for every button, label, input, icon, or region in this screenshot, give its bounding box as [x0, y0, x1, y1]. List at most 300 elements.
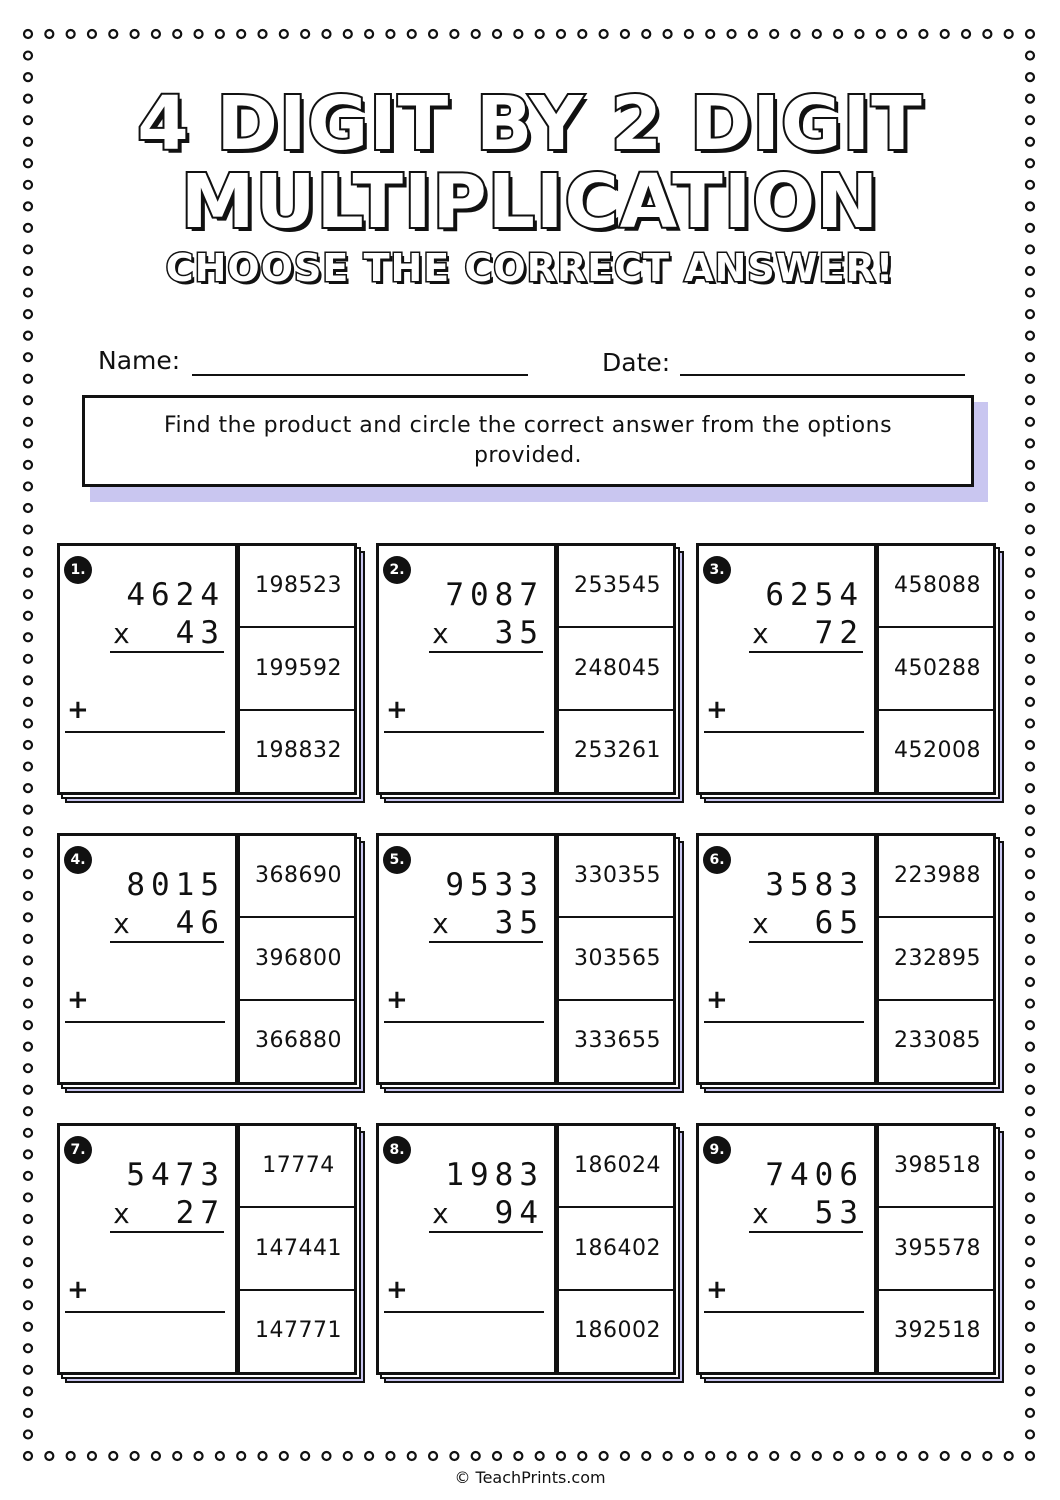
border-dot	[706, 1452, 714, 1460]
border-dot	[1026, 741, 1034, 749]
border-dot	[24, 870, 32, 878]
answer-option[interactable]: 450288	[894, 656, 981, 681]
multiply-line	[429, 651, 543, 653]
answer-option[interactable]: 198832	[255, 738, 342, 763]
border-dot	[24, 1344, 32, 1352]
border-dot	[216, 1452, 224, 1460]
border-dot	[855, 30, 863, 38]
border-dot	[791, 1452, 799, 1460]
option-separator	[557, 709, 676, 711]
border-dot	[344, 30, 352, 38]
border-dot	[1026, 849, 1034, 857]
answer-option[interactable]: 233085	[894, 1028, 981, 1053]
border-dot	[237, 30, 245, 38]
border-dot	[24, 73, 32, 81]
border-dot	[1026, 1215, 1034, 1223]
border-dot	[834, 30, 842, 38]
problem-number: 5.	[383, 846, 411, 874]
border-dot	[24, 590, 32, 598]
answer-line[interactable]	[65, 1021, 225, 1023]
border-dot	[514, 30, 522, 38]
problem-card	[376, 1123, 676, 1375]
border-dot	[24, 1000, 32, 1008]
border-dot	[24, 1409, 32, 1417]
multiplier: 35	[494, 615, 544, 651]
border-dot	[1026, 30, 1034, 38]
answer-option[interactable]: 147771	[255, 1318, 342, 1343]
border-dot	[24, 1064, 32, 1072]
border-dot	[1026, 418, 1034, 426]
border-dot	[1026, 439, 1034, 447]
border-dot	[216, 30, 224, 38]
border-dot	[1026, 1086, 1034, 1094]
answer-option[interactable]: 333655	[574, 1028, 661, 1053]
answer-option[interactable]: 198523	[255, 573, 342, 598]
border-dot	[1026, 978, 1034, 986]
border-dot	[259, 30, 267, 38]
multiply-sign: x	[113, 617, 130, 650]
border-dot	[24, 827, 32, 835]
multiply-line	[749, 1231, 863, 1233]
border-dot	[322, 1452, 330, 1460]
plus-sign: +	[386, 985, 408, 1015]
border-dot	[344, 1452, 352, 1460]
multiply-line	[749, 941, 863, 943]
border-dot	[728, 1452, 736, 1460]
answer-option[interactable]: 392518	[894, 1318, 981, 1343]
border-dot	[24, 526, 32, 534]
multiplicand: 4624	[126, 577, 225, 613]
answer-option[interactable]: 398518	[894, 1153, 981, 1178]
border-dot	[1026, 353, 1034, 361]
multiplier: 43	[175, 615, 225, 651]
multiply-sign: x	[432, 1197, 449, 1230]
border-dot	[983, 30, 991, 38]
answer-option[interactable]: 395578	[894, 1236, 981, 1261]
border-dot	[24, 504, 32, 512]
answer-option[interactable]: 452008	[894, 738, 981, 763]
border-dot	[1026, 1129, 1034, 1137]
border-dot	[429, 30, 437, 38]
border-dot	[1026, 569, 1034, 577]
border-dot	[770, 1452, 778, 1460]
border-dot	[24, 482, 32, 490]
border-dot	[45, 30, 53, 38]
multiplicand: 1983	[445, 1157, 544, 1193]
plus-sign: +	[706, 695, 728, 725]
border-dot	[195, 30, 203, 38]
border-dot	[386, 1452, 394, 1460]
border-dot	[195, 1452, 203, 1460]
answer-option[interactable]: 199592	[255, 656, 342, 681]
plus-sign: +	[386, 695, 408, 725]
option-separator	[238, 709, 357, 711]
border-dot	[600, 30, 608, 38]
border-dot	[1026, 52, 1034, 60]
answer-option[interactable]: 223988	[894, 863, 981, 888]
title-line-1: 4 DIGIT BY 2 DIGIT	[137, 81, 923, 167]
answer-line[interactable]	[704, 731, 864, 733]
border-dot	[1026, 1258, 1034, 1266]
border-dot	[1026, 784, 1034, 792]
border-dot	[24, 1150, 32, 1158]
border-dot	[24, 439, 32, 447]
problem-card	[696, 833, 996, 1085]
option-separator	[238, 626, 357, 628]
multiply-line	[429, 1231, 543, 1233]
multiplier: 72	[814, 615, 864, 651]
border-dot	[1026, 1323, 1034, 1331]
border-dot	[131, 1452, 139, 1460]
border-dot	[173, 1452, 181, 1460]
answer-option[interactable]: 303565	[574, 946, 661, 971]
border-dot	[24, 1323, 32, 1331]
answer-line[interactable]	[384, 731, 544, 733]
plus-sign: +	[706, 1275, 728, 1305]
name-label: Name:	[98, 346, 181, 375]
border-dot	[24, 353, 32, 361]
border-dot	[24, 1021, 32, 1029]
border-dot	[450, 1452, 458, 1460]
option-separator	[877, 709, 996, 711]
border-dot	[472, 30, 480, 38]
answer-option[interactable]: 368690	[255, 863, 342, 888]
border-dot	[1026, 612, 1034, 620]
border-dot	[557, 1452, 565, 1460]
answer-option[interactable]: 186024	[574, 1153, 661, 1178]
title-line-2: MULTIPLICATION	[180, 159, 880, 245]
border-dot	[877, 1452, 885, 1460]
border-dot	[813, 1452, 821, 1460]
border-dot	[24, 418, 32, 426]
border-dot	[919, 30, 927, 38]
border-dot	[24, 1129, 32, 1137]
border-dot	[728, 30, 736, 38]
problem-card	[57, 543, 357, 795]
border-dot	[24, 1237, 32, 1245]
border-dot	[1026, 1409, 1034, 1417]
border-dot	[24, 892, 32, 900]
problem-number: 9.	[703, 1136, 731, 1164]
border-dot	[24, 1366, 32, 1374]
option-separator	[238, 916, 357, 918]
border-dot	[1026, 396, 1034, 404]
border-dot	[1026, 1301, 1034, 1309]
border-dot	[173, 30, 181, 38]
border-dot	[24, 806, 32, 814]
border-dot	[24, 612, 32, 620]
border-dot	[898, 30, 906, 38]
answer-line[interactable]	[65, 1311, 225, 1313]
problem-number: 1.	[64, 556, 92, 584]
border-dot	[24, 978, 32, 986]
border-dot	[770, 30, 778, 38]
border-dot	[834, 1452, 842, 1460]
border-dot	[24, 849, 32, 857]
border-dot	[1026, 827, 1034, 835]
border-dot	[24, 655, 32, 663]
border-dot	[514, 1452, 522, 1460]
answer-option[interactable]: 458088	[894, 573, 981, 598]
border-dot	[1026, 590, 1034, 598]
answer-option[interactable]: 330355	[574, 863, 661, 888]
border-dot	[1026, 1172, 1034, 1180]
answer-line[interactable]	[384, 1311, 544, 1313]
border-dot	[322, 30, 330, 38]
border-dot	[24, 913, 32, 921]
multiply-line	[110, 651, 224, 653]
answer-line[interactable]	[384, 1021, 544, 1023]
border-dot	[365, 1452, 373, 1460]
answer-option[interactable]: 17774	[262, 1153, 335, 1178]
multiplier: 53	[814, 1195, 864, 1231]
border-dot	[67, 1452, 75, 1460]
multiplier: 65	[814, 905, 864, 941]
plus-sign: +	[67, 695, 89, 725]
border-dot	[536, 1452, 544, 1460]
border-dot	[24, 332, 32, 340]
border-dot	[24, 1086, 32, 1094]
border-dot	[1026, 892, 1034, 900]
border-dot	[24, 741, 32, 749]
border-dot	[24, 1387, 32, 1395]
answer-option[interactable]: 248045	[574, 656, 661, 681]
plus-sign: +	[386, 1275, 408, 1305]
border-dot	[24, 461, 32, 469]
border-dot	[685, 1452, 693, 1460]
multiplicand: 7087	[445, 577, 544, 613]
border-dot	[24, 1043, 32, 1051]
answer-option[interactable]: 186002	[574, 1318, 661, 1343]
border-dot	[24, 784, 32, 792]
border-dot	[450, 30, 458, 38]
instructions-box	[82, 395, 974, 487]
option-separator	[557, 1289, 676, 1291]
answer-line[interactable]	[704, 1311, 864, 1313]
border-dot	[45, 1452, 53, 1460]
border-dot	[24, 375, 32, 383]
border-dot	[1026, 1000, 1034, 1008]
border-dot	[1026, 504, 1034, 512]
border-dot	[1026, 956, 1034, 964]
multiplier: 35	[494, 905, 544, 941]
border-dot	[1026, 526, 1034, 534]
border-dot	[301, 1452, 309, 1460]
border-dot	[24, 676, 32, 684]
border-dot	[24, 52, 32, 60]
border-dot	[1026, 806, 1034, 814]
problem-number: 4.	[64, 846, 92, 874]
multiplicand: 3583	[765, 867, 864, 903]
answer-line[interactable]	[704, 1021, 864, 1023]
border-dot	[24, 956, 32, 964]
border-dot	[1026, 1387, 1034, 1395]
option-separator	[877, 626, 996, 628]
border-dot	[600, 1452, 608, 1460]
border-dot	[237, 1452, 245, 1460]
date-label: Date:	[602, 348, 671, 377]
border-dot	[877, 30, 885, 38]
border-dot	[578, 30, 586, 38]
border-dot	[642, 30, 650, 38]
border-dot	[1026, 310, 1034, 318]
multiply-sign: x	[752, 617, 769, 650]
plus-sign: +	[67, 985, 89, 1015]
border-dot	[259, 1452, 267, 1460]
multiplier: 27	[175, 1195, 225, 1231]
border-dot	[280, 1452, 288, 1460]
answer-line[interactable]	[65, 731, 225, 733]
answer-option[interactable]: 147441	[255, 1236, 342, 1261]
multiply-sign: x	[752, 907, 769, 940]
answer-option[interactable]: 366880	[255, 1028, 342, 1053]
border-dot	[962, 1452, 970, 1460]
border-dot	[429, 1452, 437, 1460]
plus-sign: +	[706, 985, 728, 1015]
option-separator	[557, 916, 676, 918]
border-dot	[1026, 1280, 1034, 1288]
border-dot	[24, 1107, 32, 1115]
border-dot	[1026, 1150, 1034, 1158]
border-dot	[664, 30, 672, 38]
border-dot	[24, 1280, 32, 1288]
problem-number: 6.	[703, 846, 731, 874]
border-dot	[24, 310, 32, 318]
border-dot	[1026, 719, 1034, 727]
border-dot	[24, 569, 32, 577]
border-dot	[88, 1452, 96, 1460]
subtitle: CHOOSE THE CORRECT ANSWER!	[165, 246, 895, 290]
border-dot	[24, 719, 32, 727]
border-dot	[24, 763, 32, 771]
border-dot	[749, 1452, 757, 1460]
border-dot	[1026, 482, 1034, 490]
border-dot	[1026, 698, 1034, 706]
border-dot	[88, 30, 96, 38]
option-separator	[877, 916, 996, 918]
border-dot	[1026, 461, 1034, 469]
border-dot	[941, 1452, 949, 1460]
border-dot	[1026, 676, 1034, 684]
multiply-sign: x	[432, 907, 449, 940]
border-dot	[472, 1452, 480, 1460]
multiplicand: 7406	[765, 1157, 864, 1193]
border-dot	[24, 1430, 32, 1438]
answer-option[interactable]: 396800	[255, 946, 342, 971]
problem-card	[376, 833, 676, 1085]
problem-number: 7.	[64, 1136, 92, 1164]
border-dot	[1026, 1064, 1034, 1072]
border-dot	[557, 30, 565, 38]
multiplier: 46	[175, 905, 225, 941]
answer-option[interactable]: 186402	[574, 1236, 661, 1261]
border-dot	[24, 633, 32, 641]
border-dot	[24, 698, 32, 706]
name-field[interactable]	[192, 374, 528, 376]
answer-option[interactable]: 253261	[574, 738, 661, 763]
multiply-sign: x	[113, 907, 130, 940]
border-dot	[1026, 1107, 1034, 1115]
option-separator	[238, 1289, 357, 1291]
border-dot	[855, 1452, 863, 1460]
border-dot	[813, 30, 821, 38]
multiply-line	[429, 941, 543, 943]
border-dot	[24, 1215, 32, 1223]
plus-sign: +	[67, 1275, 89, 1305]
problem-number: 2.	[383, 556, 411, 584]
problem-card	[696, 1123, 996, 1375]
border-dot	[1026, 375, 1034, 383]
multiplicand: 6254	[765, 577, 864, 613]
problem-card	[57, 1123, 357, 1375]
border-dot	[1005, 1452, 1013, 1460]
border-dot	[24, 1172, 32, 1180]
instructions-text: Find the product and circle the correct answer from the options provided.	[163, 413, 893, 468]
border-dot	[109, 30, 117, 38]
multiplicand: 5473	[126, 1157, 225, 1193]
multiply-line	[110, 941, 224, 943]
border-dot	[898, 1452, 906, 1460]
option-separator	[557, 626, 676, 628]
border-dot	[386, 30, 394, 38]
border-dot	[1026, 73, 1034, 81]
border-dot	[24, 396, 32, 404]
border-dot	[1026, 633, 1034, 641]
border-dot	[1026, 1021, 1034, 1029]
problem-card	[696, 543, 996, 795]
border-dot	[24, 547, 32, 555]
border-dot	[493, 1452, 501, 1460]
border-dot	[962, 30, 970, 38]
border-dot	[131, 30, 139, 38]
multiply-sign: x	[752, 1197, 769, 1230]
border-dot	[706, 30, 714, 38]
border-dot	[24, 935, 32, 943]
border-dot	[1026, 763, 1034, 771]
border-dot	[67, 30, 75, 38]
answer-option[interactable]: 253545	[574, 573, 661, 598]
border-dot	[664, 1452, 672, 1460]
border-dot	[919, 1452, 927, 1460]
option-separator	[877, 1289, 996, 1291]
multiply-sign: x	[432, 617, 449, 650]
multiply-line	[110, 1231, 224, 1233]
border-dot	[685, 30, 693, 38]
problem-card	[57, 833, 357, 1085]
border-dot	[1026, 1193, 1034, 1201]
multiplicand: 9533	[445, 867, 544, 903]
border-dot	[152, 30, 160, 38]
border-dot	[152, 1452, 160, 1460]
border-dot	[1026, 1043, 1034, 1051]
border-dot	[301, 30, 309, 38]
border-dot	[280, 30, 288, 38]
border-dot	[941, 30, 949, 38]
border-dot	[1026, 547, 1034, 555]
border-dot	[536, 30, 544, 38]
multiply-sign: x	[113, 1197, 130, 1230]
border-dot	[1026, 913, 1034, 921]
option-separator	[877, 1206, 996, 1208]
border-dot	[1026, 1452, 1034, 1460]
border-dot	[24, 1452, 32, 1460]
date-field[interactable]	[680, 374, 965, 376]
border-dot	[1026, 655, 1034, 663]
option-separator	[557, 1206, 676, 1208]
answer-option[interactable]: 232895	[894, 946, 981, 971]
border-dot	[1026, 1237, 1034, 1245]
problem-number: 8.	[383, 1136, 411, 1164]
